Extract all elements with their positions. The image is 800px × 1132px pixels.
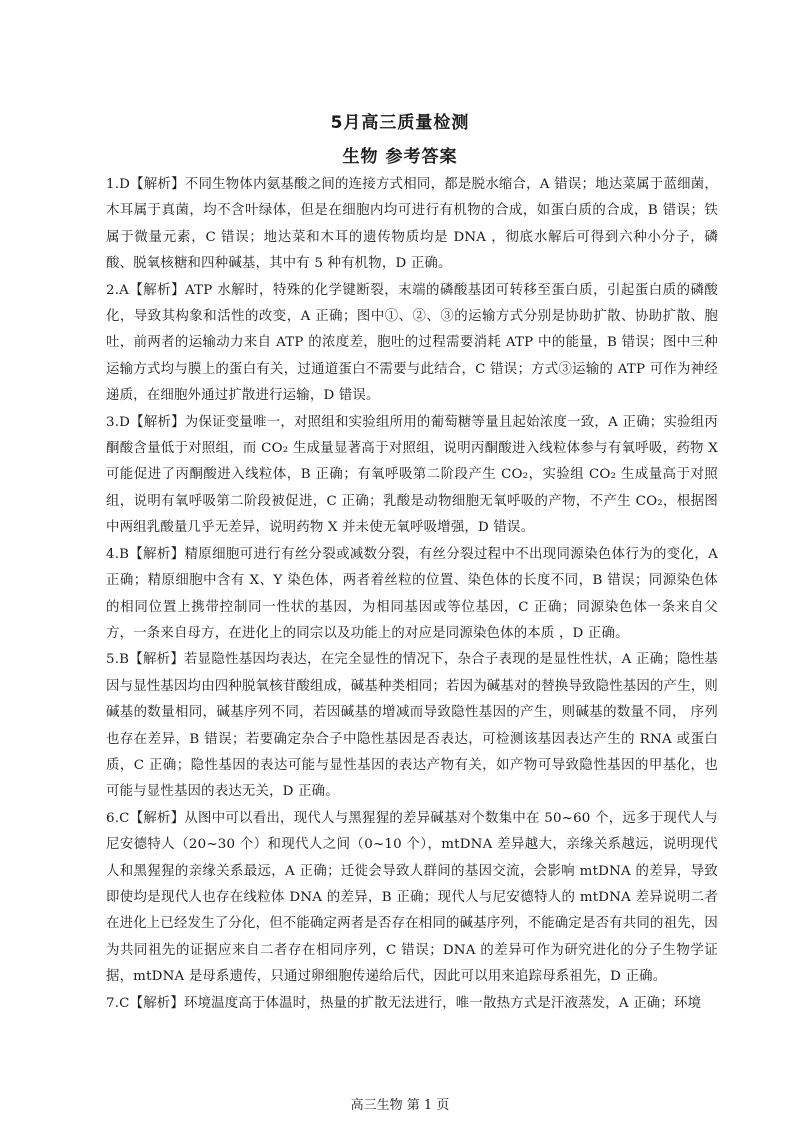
- answer-paragraph-1: 1.D【解析】不同生物体内氨基酸之间的连接方式相同，都是脱水缩合，A 错误；地达菜属于蓝细菌，木耳属于真菌，均不含叶绿体，但是在细胞内均可进行有机物的合成，如蛋白质的合成，B 错误；铁属于微量元素，C 错误；地达菜和木耳的遗传物质均是 DNA ，彻底水解后可得到六种小分子，磷酸、脱氧核糖和四种碱基，其中有 5 种有机物，D 正确。: [106, 177, 718, 272]
- answer-body: [106, 172, 718, 1017]
- answer-paragraph-6: 6.C【解析】从图中可以看出，现代人与黑猩猩的差异碱基对个数集中在 50~60 个，远多于现代人与尼安德特人（20~30 个）和现代人之间（0~10 个），mtDNA 差异越大，亲缘关系越远，说明现代人和黑猩猩的亲缘关系最远，A 正确；迁徙会导致人群间的基因交流，会影响 mtDNA 的差异，导致即使均是现代人也存在线粒体 DNA 的差异，B 正确；现代人与尼安德特人的 mtDNA 差异说明二者在进化上已经发生了分化，但不能确定两者是否存在相同的碱基序列，不能确定是否有共同的祖先，因为共同祖先的证据应来自二者存在相同序列，C 错误；DNA 的差异可作为研究进化的分子生物学证据，mtDNA 是母系遗传，只通过卵细胞传递给后代，因此可以用来追踪母系祖先，D 正确。: [106, 810, 718, 985]
- document-title: 5月高三质量检测: [330, 113, 470, 133]
- answer-paragraph-5: 5.B【解析】若显隐性基因均表达，在完全显性的情况下，杂合子表现的是显性性状，A 正确；隐性基因与显性基因均由四种脱氧核苷酸组成，碱基种类相同；若因为碱基对的替换导致隐性基因的产生，则碱基的数量相同，碱基序列不同，若因碱基的增减而导致隐性基因的产生，则碱基的数量不同， 序列也存在差异，B 错误；若要确定杂合子中隐性基因是否表达，可检测该基因表达产生的 RNA 或蛋白质，C 正确；隐性基因的表达可能与显性基因的表达产物有关，如产物可导致隐性基因的甲基化，也可能与显性基因的表达无关，D 正确。: [106, 652, 718, 800]
- answer-paragraph-3: 3.D【解析】为保证变量唯一，对照组和实验组所用的葡萄糖等量且起始浓度一致，A 正确；实验组丙酮酸含量低于对照组，而 CO₂ 生成量显著高于对照组，说明丙酮酸进入线粒体参与有氧呼吸，药物 X 可能促进了丙酮酸进入线粒体，B 正确；有氧呼吸第二阶段产生 CO₂，实验组 CO₂ 生成量高于对照组，说明有氧呼吸第二阶段被促进，C 正确；乳酸是动物细胞无氧呼吸的产物，不产生 CO₂，根据图中两组乳酸量几乎无差异，说明药物 X 并未使无氧呼吸增强，D 错误。: [106, 414, 718, 536]
- answer-paragraph-7: 7.C【解析】环境温度高于体温时，热量的扩散无法进行，唯一散热方式是汗液蒸发，A 正确；环境: [106, 995, 702, 1011]
- answer-paragraph-2: 2.A【解析】ATP 水解时，特殊的化学键断裂，末端的磷酸基团可转移至蛋白质，引起蛋白质的磷酸化，导致其构象和活性的改变，A 正确；图中①、②、③的运输方式分别是协助扩散、协助扩散、胞吐，前两者的运输动力来自 ATP 的浓度差，胞吐的过程需要消耗 ATP 中的能量，B 错误；图中三种运输方式均与膜上的蛋白有关，过通道蛋白不需要与此结合，C 错误；方式③运输的 ATP 可作为神经递质，在细胞外通过扩散进行运输，D 错误。: [106, 282, 718, 404]
- answer-paragraph-4: 4.B【解析】精原细胞可进行有丝分裂或减数分裂，有丝分裂过程中不出现同源染色体行为的变化，A 正确；精原细胞中含有 X、Y 染色体，两者着丝粒的位置、染色体的长度不同，B 错误；同源染色体的相同位置上携带控制同一性状的基因，为相同基因或等位基因，C 正确；同源染色体一条来自父方，一条来自母方，在进化上的同宗以及功能上的对应是同源染色体的本质 ，D 正确。: [106, 546, 718, 641]
- document-subtitle: 生物 参考答案: [342, 147, 458, 167]
- page-footer: 高三生物 第 1 页: [350, 1098, 450, 1113]
